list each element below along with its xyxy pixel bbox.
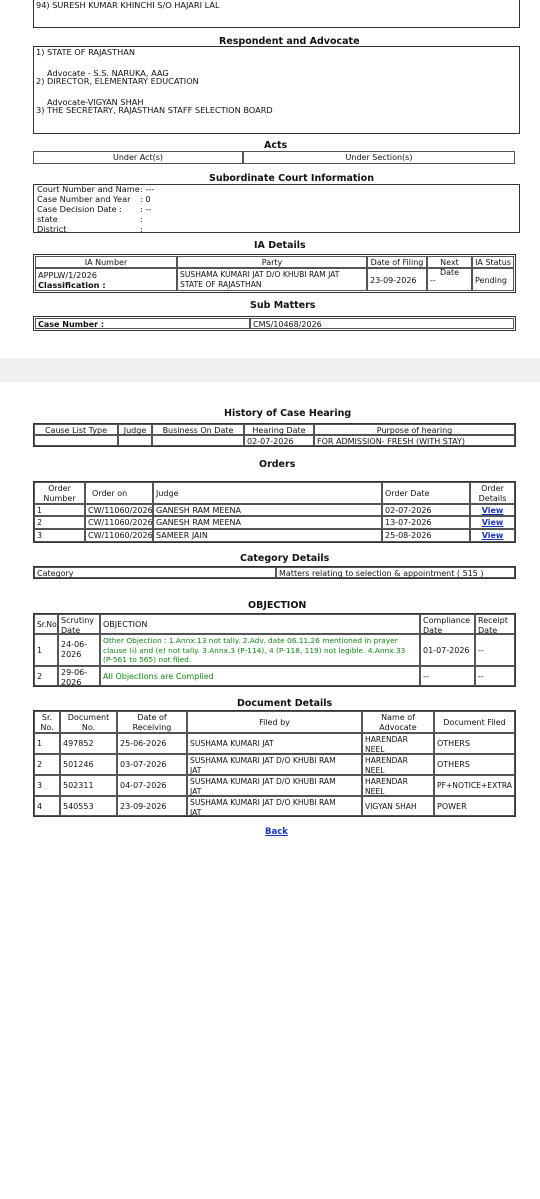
- doc-advocate: HARENDAR NEEL: [362, 775, 434, 796]
- objection-receipt-date: --: [475, 634, 515, 666]
- ia-header: Date of Filing: [367, 256, 427, 268]
- doc-header-date: Date of Receiving: [117, 711, 187, 733]
- acts-col-section: Under Section(s): [243, 151, 515, 164]
- ia-header: IA Number: [35, 256, 177, 268]
- history-header: Cause List Type: [34, 424, 118, 435]
- category-title: Category Details: [240, 553, 330, 564]
- doc-number: 540553: [60, 796, 117, 816]
- page-separator: [0, 358, 540, 382]
- ia-title: IA Details: [254, 240, 306, 251]
- order-on: CW/11060/2026: [85, 529, 153, 542]
- doc-sr: 2: [34, 754, 60, 775]
- acts-col-act: Under Act(s): [33, 151, 243, 164]
- doc-number: 501246: [60, 754, 117, 775]
- objection-header-receipt: Receipt Date: [475, 614, 515, 634]
- ia-header: IA Status: [472, 256, 514, 268]
- ia-header: Party: [177, 256, 367, 268]
- objection-text: Other Objection : 1.Annx.13 not tally. 2.Adv. date 06.11.26 mentioned in prayer clause (i) and (e) not tally. 3.Annx.3 (P-114), 4 (P-118, 119) not legible. 4.Annx.33 (P-561 to 565) not filed.: [100, 634, 420, 666]
- doc-filed-by: SUSHAMA KUMARI JAT D/O KHUBI RAM JAT: [187, 796, 362, 816]
- orders-title: Orders: [259, 459, 296, 470]
- respondent-title: Respondent and Advocate: [219, 36, 360, 47]
- objection-sr: 1: [34, 634, 58, 666]
- objection-sr: 2: [34, 666, 58, 686]
- objection-scrutiny-date: 24-06- 2026: [58, 634, 100, 666]
- sub-matters-title: Sub Matters: [250, 300, 316, 311]
- sub-label: District: [37, 224, 67, 234]
- respondent-line: 3) THE SECRETARY, RAJASTHAN STAFF SELECTION BOARD: [36, 105, 273, 115]
- doc-filed: OTHERS: [434, 754, 515, 775]
- history-purpose: FOR ADMISSION- FRESH (WITH STAY): [314, 435, 515, 446]
- objection-header-sr: Sr.No.: [34, 614, 58, 634]
- history-hearing-date: 02-07-2026: [244, 435, 314, 446]
- order-judge: SAMEER JAIN: [153, 529, 382, 542]
- doc-header-number: Document No.: [60, 711, 117, 733]
- objection-compliance-date: 01-07-2026: [420, 634, 475, 666]
- ia-party: STATE OF RAJASTHAN: [180, 280, 262, 289]
- orders-header-details: Order Details: [470, 482, 515, 504]
- objection-header-scrutiny: Scrutiny Date: [58, 614, 100, 634]
- sub-value: : ---: [140, 184, 155, 194]
- objection-compliance-date: --: [420, 666, 475, 686]
- order-date: 02-07-2026: [382, 504, 470, 516]
- view-order-link[interactable]: View: [481, 531, 504, 540]
- doc-number: 497852: [60, 733, 117, 754]
- sub-label: state: [37, 214, 58, 224]
- history-header: Purpose of hearing: [314, 424, 515, 435]
- category-label: Category: [34, 567, 276, 578]
- history-header: Business On Date: [152, 424, 244, 435]
- order-date: 13-07-2026: [382, 516, 470, 529]
- order-details-cell: [470, 504, 515, 516]
- advocate-line: Advocate-VIGYAN SHAH: [47, 97, 144, 107]
- order-number: 3: [34, 529, 85, 542]
- order-number: 2: [34, 516, 85, 529]
- history-cause-list: [34, 435, 118, 446]
- order-number: 1: [34, 504, 85, 516]
- objection-header-text: OBJECTION: [100, 614, 420, 634]
- acts-title: Acts: [264, 140, 288, 151]
- order-judge: GANESH RAM MEENA: [153, 516, 382, 529]
- doc-filed: OTHERS: [434, 733, 515, 754]
- order-date: 25-08-2026: [382, 529, 470, 542]
- doc-date: 25-06-2026: [117, 733, 187, 754]
- objection-title: OBJECTION: [248, 600, 307, 611]
- respondent-line: 1) STATE OF RAJASTHAN: [36, 47, 135, 57]
- orders-header-number: Order Number: [34, 482, 85, 504]
- doc-filed-by: SUSHAMA KUMARI JAT: [187, 733, 362, 754]
- doc-header-filed-by: Filed by: [187, 711, 362, 733]
- ia-number: APPLW/1/2026: [38, 270, 97, 280]
- order-on: CW/11060/2026: [85, 516, 153, 529]
- respondent-line: 2) DIRECTOR, ELEMENTARY EDUCATION: [36, 76, 199, 86]
- history-header: Judge: [118, 424, 152, 435]
- doc-advocate: HARENDAR NEEL: [362, 733, 434, 754]
- ia-next-date: --: [427, 268, 472, 291]
- doc-sr: 1: [34, 733, 60, 754]
- orders-header-judge: Judge: [153, 482, 382, 504]
- doc-number: 502311: [60, 775, 117, 796]
- doc-sr: 3: [34, 775, 60, 796]
- sub-value: :: [140, 214, 143, 224]
- petitioner-line: 94) SURESH KUMAR KHINCHI S/O HAJARI LAL: [36, 0, 220, 10]
- sub-value: :: [140, 224, 143, 234]
- doc-filed: POWER: [434, 796, 515, 816]
- order-details-cell: [470, 516, 515, 529]
- doc-filed-by: SUSHAMA KUMARI JAT D/O KHUBI RAM JAT: [187, 754, 362, 775]
- sub-label: Case Number and Year: [37, 194, 131, 204]
- back-link[interactable]: Back: [265, 827, 288, 837]
- order-on: CW/11060/2026: [85, 504, 153, 516]
- history-header: Hearing Date: [244, 424, 314, 435]
- sub-label: Case Decision Date :: [37, 204, 123, 214]
- doc-filed: PF+NOTICE+EXTRA: [434, 775, 515, 796]
- order-details-cell: [470, 529, 515, 542]
- doc-header-advocate: Name of Advocate: [362, 711, 434, 733]
- objection-receipt-date: --: [475, 666, 515, 686]
- sub-matters-label: Case Number :: [35, 318, 250, 329]
- respondent-box: [33, 46, 520, 134]
- sub-value: : 0: [140, 194, 151, 204]
- orders-header-date: Order Date: [382, 482, 470, 504]
- order-judge: GANESH RAM MEENA: [153, 504, 382, 516]
- doc-advocate: HARENDAR NEEL: [362, 754, 434, 775]
- ia-filing-date: 23-09-2026: [367, 268, 427, 291]
- advocate-line: Advocate - S.S. NARUKA, AAG: [47, 68, 169, 78]
- sub-label: Court Number and Name: [37, 184, 140, 194]
- doc-sr: 4: [34, 796, 60, 816]
- doc-header-filed: Document Filed: [434, 711, 515, 733]
- objection-header-compliance: Compliance Date: [420, 614, 475, 634]
- view-order-link[interactable]: View: [481, 506, 504, 515]
- ia-classification: Classification :: [38, 280, 106, 290]
- doc-date: 23-09-2026: [117, 796, 187, 816]
- category-value: Matters relating to selection & appointment ( 515 ): [276, 567, 515, 578]
- documents-title: Document Details: [237, 698, 333, 709]
- doc-advocate: VIGYAN SHAH: [362, 796, 434, 816]
- ia-party: SUSHAMA KUMARI JAT D/O KHUBI RAM JAT: [180, 270, 340, 279]
- objection-text: All Objections are Complied: [100, 666, 420, 686]
- history-title: History of Case Hearing: [224, 408, 352, 419]
- history-judge: [118, 435, 152, 446]
- objection-scrutiny-date: 29-06- 2026: [58, 666, 100, 686]
- doc-filed-by: SUSHAMA KUMARI JAT D/O KHUBI RAM JAT: [187, 775, 362, 796]
- sub-value: : --: [140, 204, 152, 214]
- ia-header: Next Date: [427, 256, 472, 268]
- doc-date: 03-07-2026: [117, 754, 187, 775]
- subordinate-title: Subordinate Court Information: [209, 173, 374, 184]
- doc-header-sr: Sr. No.: [34, 711, 60, 733]
- sub-matters-value: CMS/10468/2026: [250, 318, 514, 329]
- ia-status: Pending: [472, 268, 514, 291]
- history-business-date: [152, 435, 244, 446]
- doc-date: 04-07-2026: [117, 775, 187, 796]
- view-order-link[interactable]: View: [481, 518, 504, 527]
- orders-header-order-on: Order on: [85, 482, 153, 504]
